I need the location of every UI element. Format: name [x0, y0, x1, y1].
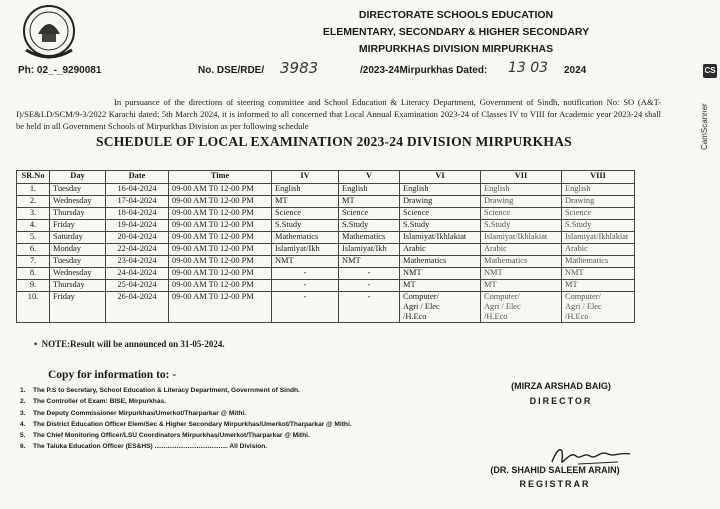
reference-number-label: No. DSE/RDE/ — [198, 65, 265, 76]
table-cell: NMT — [481, 268, 562, 280]
table-cell: - — [272, 268, 339, 280]
table-cell: Mathematics — [400, 256, 481, 268]
table-cell: Arabic — [400, 244, 481, 256]
table-cell: Drawing — [400, 196, 481, 208]
table-cell: Islamiyat/Ikhlakiat — [562, 232, 635, 244]
table-cell: S.Study — [481, 220, 562, 232]
table-cell: 09-00 AM T0 12-00 PM — [169, 292, 272, 323]
table-cell: Wednesday — [50, 196, 106, 208]
table-cell: Science — [272, 208, 339, 220]
date-year: 2024 — [564, 65, 587, 76]
table-cell: MT — [400, 280, 481, 292]
table-cell: 09-00 AM T0 12-00 PM — [169, 268, 272, 280]
table-cell: Wednesday — [50, 268, 106, 280]
sindh-government-logo — [18, 4, 80, 62]
schedule-title: SCHEDULE OF LOCAL EXAMINATION 2023-24 DIVISION MIRPURKHAS — [96, 134, 572, 149]
table-cell: Mathematics — [339, 232, 400, 244]
table-cell: - — [272, 292, 339, 323]
phone-number: Ph: 02_-_9290081 — [18, 65, 102, 76]
header-line-division: MIRPURKHAS DIVISION MIRPURKHAS — [358, 43, 554, 55]
table-cell: English — [481, 184, 562, 196]
date-handwritten: 13 03 — [508, 60, 549, 76]
table-body — [17, 184, 635, 323]
camscanner-label: CamScanner — [700, 103, 709, 150]
table-cell: 22-04-2024 — [106, 244, 169, 256]
table-row — [17, 280, 635, 292]
table-cell: English — [400, 184, 481, 196]
table-cell: Arabic — [562, 244, 635, 256]
table-cell: Friday — [50, 220, 106, 232]
table-cell: - — [339, 268, 400, 280]
copy-title: Copy for information to: - — [48, 369, 177, 381]
table-cell: Mathematics — [481, 256, 562, 268]
table-cell: MT — [272, 196, 339, 208]
director-title: DIRECTOR — [529, 396, 593, 406]
header-line-elementary: ELEMENTARY, SECONDARY & HIGHER SECONDARY — [322, 26, 590, 38]
table-cell: 16-04-2024 — [106, 184, 169, 196]
table-cell: Computer/ Agri / Elec /H.Eco — [400, 292, 481, 323]
list-item-text: The District Education Officer Elem/Sec & Higher Secondary Mirpurkhas/Umerkot/Tharparkar @ Mithi. — [33, 420, 352, 428]
table-cell: 7. — [17, 256, 50, 268]
table-cell: Arabic — [481, 244, 562, 256]
table-cell: - — [339, 280, 400, 292]
table-cell: 9. — [17, 280, 50, 292]
dated-label: /2023-24Mirpurkhas Dated: — [360, 65, 488, 76]
table-cell: Islamiyat/Ikhlakiat — [400, 232, 481, 244]
table-cell: S.Study — [562, 220, 635, 232]
table-cell: MT — [562, 280, 635, 292]
column-header: VII — [481, 171, 562, 184]
table-cell: 6. — [17, 244, 50, 256]
table-cell: Thursday — [50, 208, 106, 220]
camscanner-badge: CS — [703, 64, 717, 78]
table-cell: Computer/ Agri / Elec /H.Eco — [481, 292, 562, 323]
table-cell: Tuesday — [50, 256, 106, 268]
table-row — [17, 184, 635, 196]
table-cell: 09-00 AM T0 12-00 PM — [169, 196, 272, 208]
table-cell: 09-00 AM T0 12-00 PM — [169, 184, 272, 196]
table-cell: 25-04-2024 — [106, 280, 169, 292]
table-cell: NMT — [400, 268, 481, 280]
table-cell: - — [339, 292, 400, 323]
table-cell: 8. — [17, 268, 50, 280]
table-cell: 4. — [17, 220, 50, 232]
list-item: 2. The Controller of Exam: BISE, Mirpurkhas. — [20, 398, 166, 406]
table-cell: 10. — [17, 292, 50, 323]
table-cell: MT — [481, 280, 562, 292]
table-row — [17, 244, 635, 256]
table-cell: 19-04-2024 — [106, 220, 169, 232]
list-item: 5. The Chief Monitoring Officer/LSU Coordinators Mirpurkhas/Umerkot/Tharparkar @ Mithi. — [20, 432, 310, 440]
registrar-name: (DR. SHAHID SALEEM ARAIN) — [490, 465, 620, 475]
column-header: IV — [272, 171, 339, 184]
table-cell: Monday — [50, 244, 106, 256]
table-cell: Islamiyat/Ikh — [339, 244, 400, 256]
table-row — [17, 256, 635, 268]
table-cell: Saturday — [50, 232, 106, 244]
table-cell: 20-04-2024 — [106, 232, 169, 244]
table-cell: 3. — [17, 208, 50, 220]
list-item-text: The Taluka Education Officer (ES&HS) ........................................ All Division. — [33, 443, 268, 451]
table-cell: Drawing — [481, 196, 562, 208]
table-cell: Islamiyat/Ikhlakiat — [481, 232, 562, 244]
list-item: 1. The P.S to Secretary, School Education & Literacy Department, Government of Sindh. — [20, 387, 300, 394]
table-cell: MT — [339, 196, 400, 208]
table-row — [17, 232, 635, 244]
list-item-text: The Deputy Commissioner Mirpurkhas/Umerkot/Tharparkar @ Mithi. — [33, 409, 247, 417]
table-cell: 1. — [17, 184, 50, 196]
table-cell: English — [272, 184, 339, 196]
column-header: V — [339, 171, 400, 184]
table-cell: 5. — [17, 232, 50, 244]
table-cell: Islamiyat/Ikh — [272, 244, 339, 256]
table-cell: NMT — [272, 256, 339, 268]
list-item-text: The Controller of Exam: BISE, Mirpurkhas. — [33, 398, 166, 406]
column-header: Date — [106, 171, 169, 184]
table-cell: S.Study — [400, 220, 481, 232]
table-cell: English — [339, 184, 400, 196]
table-cell: 23-04-2024 — [106, 256, 169, 268]
table-cell: Mathematics — [562, 256, 635, 268]
table-cell: 17-04-2024 — [106, 196, 169, 208]
table-cell: Science — [339, 208, 400, 220]
list-item-text: The Chief Monitoring Officer/LSU Coordinators Mirpurkhas/Umerkot/Tharparkar @ Mithi. — [33, 432, 310, 440]
table-row — [17, 268, 635, 280]
table-cell: 09-00 AM T0 12-00 PM — [169, 208, 272, 220]
table-cell: Thursday — [50, 280, 106, 292]
table-cell: 2. — [17, 196, 50, 208]
header-line-directorate: DIRECTORATE SCHOOLS EDUCATION — [358, 9, 554, 21]
table-cell: Friday — [50, 292, 106, 323]
list-item: 6. The Taluka Education Officer (ES&HS) ........................................ All Division. — [20, 443, 268, 451]
copy-list — [20, 385, 352, 453]
table-cell: Science — [400, 208, 481, 220]
table-cell: Drawing — [562, 196, 635, 208]
column-header: Time — [169, 171, 272, 184]
table-row — [17, 292, 635, 323]
table-row — [17, 220, 635, 232]
director-name: (MIRZA ARSHAD BAIG) — [511, 381, 611, 391]
table-cell: Science — [562, 208, 635, 220]
list-item: 4. The District Education Officer Elem/Sec & Higher Secondary Mirpurkhas/Umerkot/Tharparkar @ Mithi. — [20, 420, 352, 428]
column-header: VIII — [562, 171, 635, 184]
registrar-title: REGISTRAR — [519, 479, 591, 489]
list-item: 3. The Deputy Commissioner Mirpurkhas/Umerkot/Tharparkar @ Mithi. — [20, 409, 247, 417]
column-header: Day — [50, 171, 106, 184]
table-cell: 09-00 AM T0 12-00 PM — [169, 220, 272, 232]
table-cell: 26-04-2024 — [106, 292, 169, 323]
table-cell: 09-00 AM T0 12-00 PM — [169, 280, 272, 292]
table-cell: 24-04-2024 — [106, 268, 169, 280]
result-note: • NOTE:Result will be announced on 31-05-2024. — [34, 339, 225, 349]
table-cell: - — [272, 280, 339, 292]
table-cell: S.Study — [272, 220, 339, 232]
table-cell: S.Study — [339, 220, 400, 232]
result-note-text: NOTE:Result will be announced on 31-05-2024. — [41, 339, 225, 349]
column-header: VI — [400, 171, 481, 184]
exam-schedule-table — [16, 170, 635, 323]
list-item-text: The P.S to Secretary, School Education & Literacy Department, Government of Sindh. — [33, 387, 300, 394]
table-cell: English — [562, 184, 635, 196]
table-cell: 09-00 AM T0 12-00 PM — [169, 256, 272, 268]
table-cell: Mathematics — [272, 232, 339, 244]
table-cell: NMT — [562, 268, 635, 280]
table-row — [17, 208, 635, 220]
table-header-row — [17, 171, 635, 184]
table-cell: 18-04-2024 — [106, 208, 169, 220]
table-row — [17, 196, 635, 208]
table-cell: Computer/ Agri / Elec /H.Eco — [562, 292, 635, 323]
table-cell: NMT — [339, 256, 400, 268]
table-cell: 09-00 AM T0 12-00 PM — [169, 244, 272, 256]
notification-text: In pursuance of the directions of steering committee and School Education & Literacy Department, Government of Sindh, notification No: SO (A&T-I)/SE&LD/SCM/9-3/2022 Karachi dated: 5th March 2024, it is informed to all concerned that Local Annual Examination 2023-24 of Classes IV to VIII for Academic year 2023-24 shall be held in all Government Schools of Mirpurkhas Division as per following schedule — [16, 97, 661, 131]
column-header: SR.No — [17, 171, 50, 184]
reference-number-handwritten: 3983 — [280, 59, 319, 77]
notification-paragraph — [16, 96, 661, 132]
table-cell: 09-00 AM T0 12-00 PM — [169, 232, 272, 244]
table-cell: Science — [481, 208, 562, 220]
table-cell: Tuesday — [50, 184, 106, 196]
